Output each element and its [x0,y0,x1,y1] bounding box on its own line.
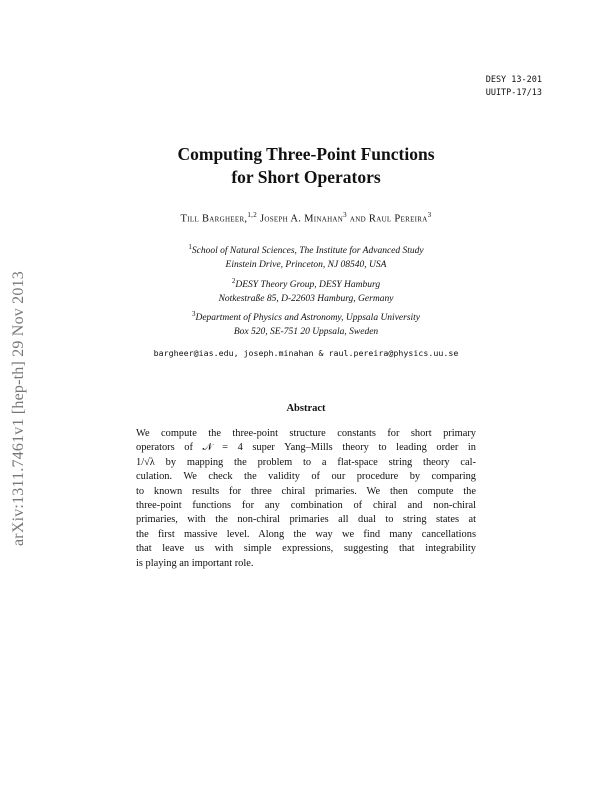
author-bargheer-affil: 1,2 [247,211,258,219]
author-list [0,211,612,225]
abstract-line: We compute the three-point structure constants for short primary [136,428,476,439]
author-bargheer: Till Bargheer, [180,213,248,225]
affiliation-3-line-2: Box 520, SE-751 20 Uppsala, Sweden [233,327,379,338]
affiliation-3 [0,307,612,339]
affiliation-2-line-1: DESY Theory Group, DESY Hamburg [235,280,381,291]
abstract-line: that leave us with simple expressions, suggesting that integrability [136,543,476,555]
report-numbers [486,74,542,100]
abstract-heading: Abstract [286,403,326,414]
affiliation-3-marker: 3 [191,310,196,318]
paper-title [0,143,612,189]
affiliation-1-line-2: Einstein Drive, Princeton, NJ 08540, USA [225,260,387,271]
affiliation-2-marker: 2 [231,277,236,285]
abstract-line: primaries, with the non-chiral primaries all dual to string states at [136,514,476,526]
author-minahan: Joseph A. Minahan [259,213,344,225]
abstract-line: 1/√λ by mapping the problem to a flat-space string theory cal- [136,456,476,468]
report-number-uuitp: UUITP-17/13 [485,88,542,98]
affiliation-1 [0,240,612,272]
title-line-2: for Short Operators [231,167,381,187]
author-pereira: Raul Pereira [368,213,428,225]
report-number-desy: DESY 13-201 [485,75,542,85]
abstract-line: is playing an important role. [136,557,254,569]
affiliation-2-line-2: Notkestraße 85, D-22603 Hamburg, Germany [218,294,394,305]
author-minahan-affil: 3 [343,211,347,219]
affiliation-2 [0,274,612,306]
abstract-line: three-point functions for any combination of chiral and non-chiral [136,500,476,512]
affiliation-1-marker: 1 [188,243,192,251]
title-line-1: Computing Three-Point Functions [177,144,435,164]
abstract-line: to known results for three chiral primaries. We then compute the [136,485,476,497]
abstract-line: the first massive level. Along the way we find many cancellations [136,528,476,540]
author-pereira-affil: 3 [427,211,432,219]
author-emails: bargheer@ias.edu, joseph.minahan & raul.pereira@physics.uu.se [153,348,459,358]
arxiv-identifier-stamp: arXiv:1311.7461v1 [hep-th] 29 Nov 2013 [10,271,27,546]
affiliation-1-line-1: School of Natural Sciences, The Institute for Advanced Study [191,246,424,257]
author-conjunction: and [349,213,366,225]
affiliation-3-line-1: Department of Physics and Astronomy, Uppsala University [195,313,421,324]
abstract-body [136,427,476,571]
abstract-line: operators of 𝒩 = 4 super Yang–Mills theory to leading order in [136,442,476,454]
abstract-line: culation. We check the validity of our procedure by comparing [136,471,476,483]
